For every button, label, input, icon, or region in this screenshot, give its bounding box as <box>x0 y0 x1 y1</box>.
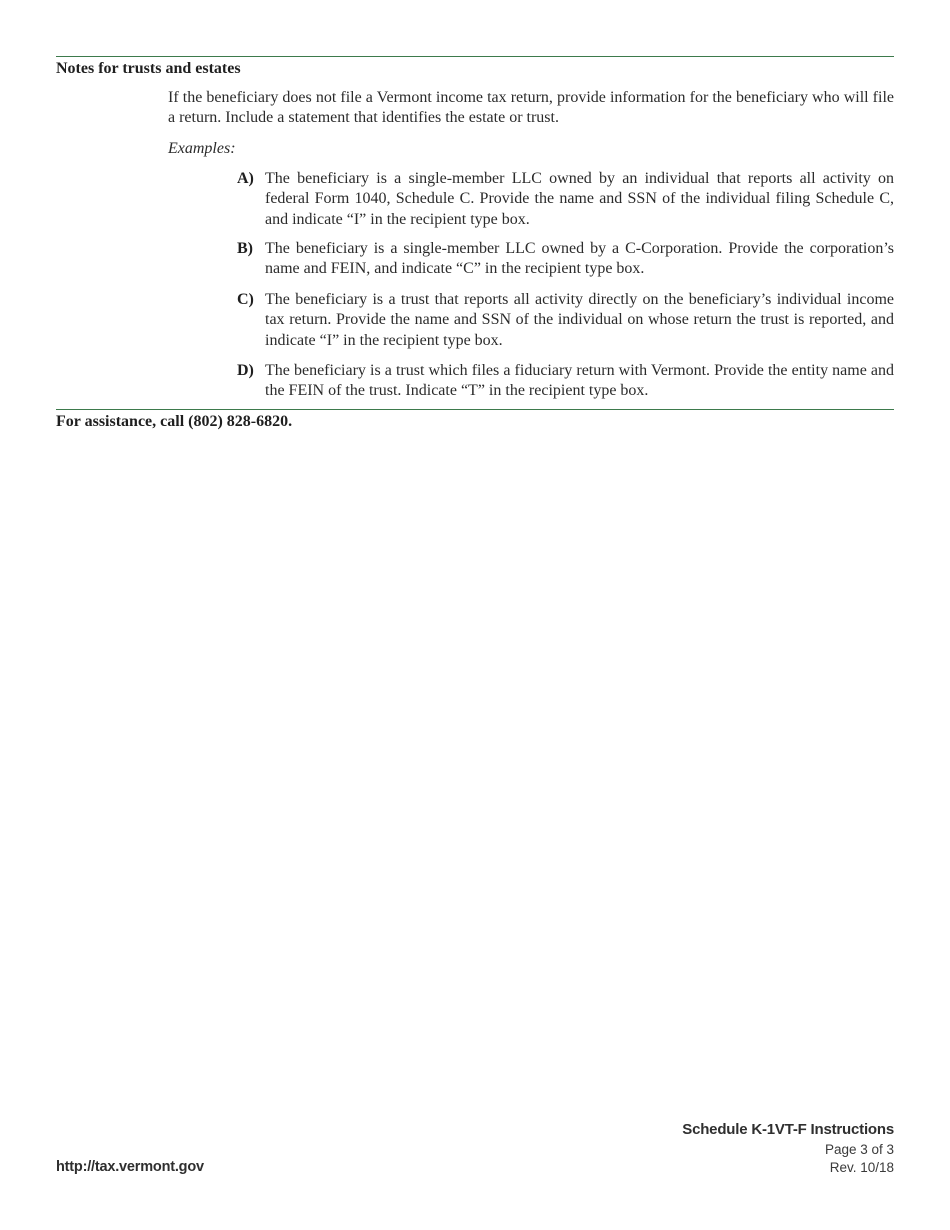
footer-page-number: Page 3 of 3 <box>824 1142 894 1157</box>
footer-revision: Rev. 10/18 <box>829 1160 894 1175</box>
example-b <box>237 239 894 280</box>
examples-label: Examples: <box>168 140 236 157</box>
assistance-phone: For assistance, call (802) 828-6820. <box>56 413 293 430</box>
example-c-text: The beneficiary is a trust that reports all activity directly on the beneficiary’s individual income tax return. Provide the name and SSN of the individual on whose return the trust is reported, and indicate “I” in the recipient type box. <box>265 291 894 349</box>
example-d-letter: D) <box>237 362 254 379</box>
example-c-letter: C) <box>237 291 254 308</box>
example-d-text: The beneficiary is a trust which files a fiduciary return with Vermont. Provide the entity name and the FEIN of the trust. Indicate “T” in the recipient type box. <box>265 362 894 400</box>
example-a-letter: A) <box>237 170 254 187</box>
bottom-divider <box>56 409 894 410</box>
example-a <box>237 169 894 230</box>
section-heading: Notes for trusts and estates <box>56 60 241 77</box>
footer-form-title: Schedule K-1VT-F Instructions <box>682 1121 894 1138</box>
footer-url-link[interactable]: http://tax.vermont.gov <box>56 1159 204 1175</box>
top-divider <box>56 56 894 57</box>
example-d <box>237 361 894 402</box>
example-c <box>237 290 894 351</box>
intro-paragraph: If the beneficiary does not file a Vermont income tax return, provide information for the beneficiary who will file a return. Include a statement that identifies the estate or trust. <box>168 89 894 127</box>
example-b-text: The beneficiary is a single-member LLC owned by a C-Corporation. Provide the corporation’s name and FEIN, and indicate “C” in the recipient type box. <box>265 240 894 278</box>
example-b-letter: B) <box>237 240 253 257</box>
example-a-text: The beneficiary is a single-member LLC owned by an individual that reports all activity on federal Form 1040, Schedule C. Provide the name and SSN of the individual filing Schedule C, and indicate “I” in the recipient type box. <box>265 170 894 228</box>
